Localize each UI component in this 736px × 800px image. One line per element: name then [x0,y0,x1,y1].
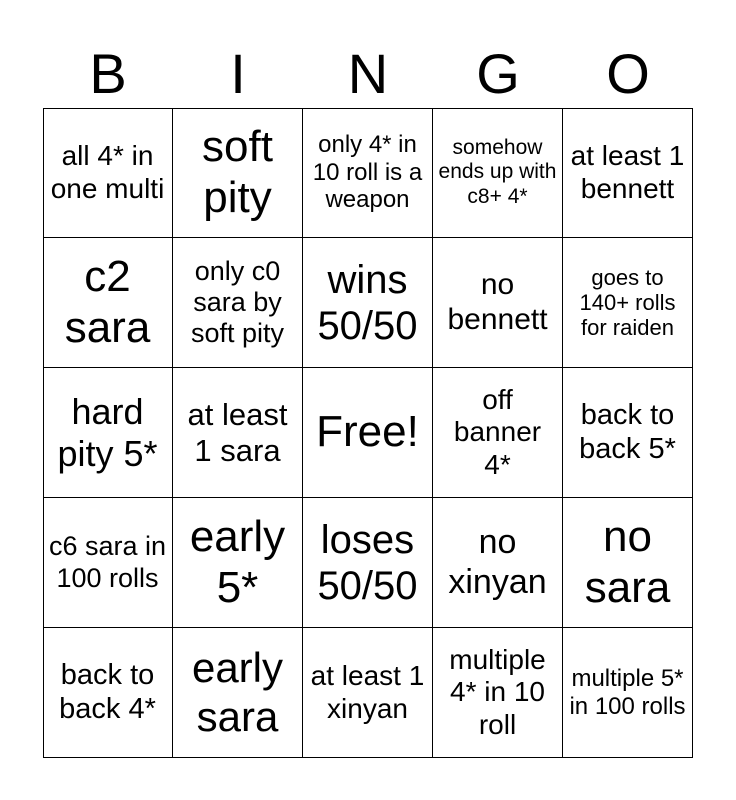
bingo-cell[interactable] [433,498,563,628]
cell-text: multiple 4* in 10 roll [449,644,546,740]
bingo-cell[interactable] [563,368,693,498]
bingo-cell[interactable] [303,628,433,758]
cell-text: at least 1 bennett [570,140,685,204]
bingo-cell[interactable] [433,108,563,238]
cell-text: at least 1 xinyan [310,660,425,724]
cell-text: goes to 140+ rolls for raiden [579,264,676,341]
bingo-cell[interactable] [303,108,433,238]
bingo-cell[interactable] [43,108,173,238]
cell-text: no xinyan [448,523,547,601]
header-letter-b: B [89,42,127,105]
bingo-cell[interactable] [303,498,433,628]
cell-text: hard pity 5* [57,391,158,474]
bingo-cell[interactable] [43,368,173,498]
cell-text: early sara [191,644,284,740]
header-letter-n: N [347,42,389,105]
bingo-card-grid [43,108,693,758]
bingo-cell[interactable] [563,238,693,368]
cell-text: somehow ends up with c8+ 4* [438,136,557,208]
cell-text: early 5* [189,511,286,612]
header-letter-g: G [476,42,520,105]
cell-text: no bennett [447,268,548,336]
cell-text: back to back 4* [59,659,156,725]
cell-text: only 4* in 10 roll is a weapon [312,131,423,214]
bingo-cell[interactable] [303,238,433,368]
cell-text: multiple 5* in 100 rolls [569,664,686,720]
bingo-cell[interactable] [563,108,693,238]
cell-text: at least 1 sara [187,396,288,468]
header-letter-o: O [606,42,650,105]
bingo-cell[interactable] [173,498,303,628]
cell-text: wins 50/50 [317,257,418,348]
cell-text: off banner 4* [453,384,542,480]
header-letter-i: I [230,42,246,105]
cell-text: c2 sara [64,251,151,352]
cell-text: back to back 5* [579,399,676,465]
bingo-cell[interactable] [173,108,303,238]
bingo-cell[interactable] [173,628,303,758]
bingo-cell[interactable] [173,238,303,368]
cell-text: soft pity [202,121,273,222]
bingo-cell[interactable] [43,238,173,368]
cell-text: all 4* in one multi [50,140,165,204]
cell-text: no sara [584,511,671,612]
cell-text: Free! [316,407,419,457]
cell-text: c6 sara in 100 rolls [48,531,167,593]
bingo-cell[interactable] [433,238,563,368]
bingo-cell[interactable] [563,628,693,758]
bingo-header [43,40,693,108]
cell-text: only c0 sara by soft pity [190,255,285,349]
bingo-cell[interactable] [173,368,303,498]
bingo-cell[interactable] [43,628,173,758]
free-space-cell[interactable] [303,368,433,498]
bingo-cell[interactable] [43,498,173,628]
bingo-cell[interactable] [433,628,563,758]
bingo-cell[interactable] [433,368,563,498]
cell-text: loses 50/50 [317,517,418,608]
bingo-cell[interactable] [563,498,693,628]
